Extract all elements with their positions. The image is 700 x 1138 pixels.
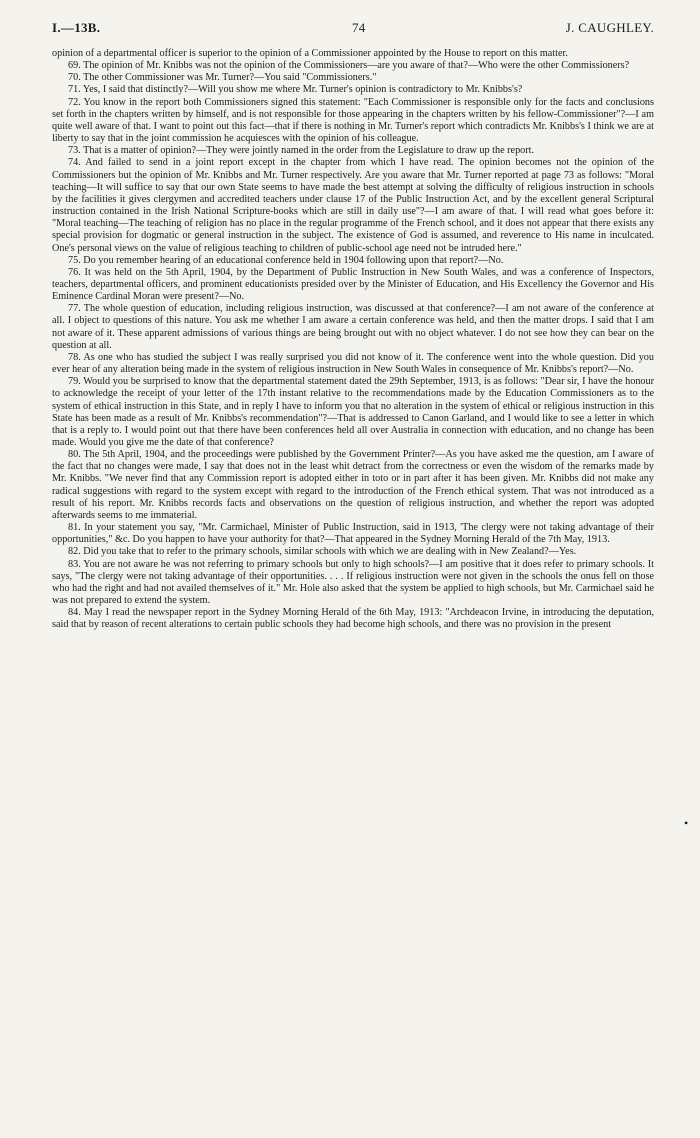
paragraph: 72. You know in the report both Commissioners signed this statement: "Each Commissioner is responsible only for the facts and conclusions set forth in the chapters written by himself, and is not responsible for those appearing in the chapters written by his fellow-Commissioner"?—I am quite well aware of that. I want to point out this fact—that if there is nothing in Mr. Turner's report which contradicts Mr. Knibbs's I think we are at liberty to say that in the joint commission he acquiesces with the opinion of his colleague. [52,96,654,145]
paragraph: 81. In your statement you say, "Mr. Carmichael, Minister of Public Instruction, said in 1913, 'The clergy were not taking advantage of their opportunities," &c. Do you happen to have your authority for that?—That appeared in the Sydney Morning Herald of the 7th May, 1913. [52,522,654,546]
paragraph: opinion of a departmental officer is superior to the opinion of a Commissioner appointed by the House to report on this matter. [52,48,568,59]
paragraph: 82. Did you take that to refer to the primary schools, similar schools with which we are dealing with in New Zealand?—Yes. [68,546,577,558]
header-page-number: 74 [352,20,366,35]
header-document-code: I.—13B. [52,20,101,35]
paragraph: 70. The other Commissioner was Mr. Turner?—You said "Commissioners." [68,72,377,84]
paragraph: 77. The whole question of education, including religious instruction, was discussed at that conference?—I am not aware of the conference at all. I object to questions of this nature. You ask me whether I am aware a certain conference was held, and then the matter drops. I said that I am not aware of it. These apparent admissions of various things are being brought out with no object whatever. I do not see how they can bear on the question at all. [52,303,654,351]
paragraph: 79. Would you be surprised to know that the departmental statement dated the 29th September, 1913, is as follows: "Dear sir, I have the honour to acknowledge the receipt of your letter of the 17th instant relative to the recommendations made by the Education Commissioners as to the system of ethical instruction in this State, and in reply I have to inform you that no alteration in the system of ethical or religious instruction in this State has been made as a result of Mr. Knibbs's recommendation"?—That is addressed to Canon Garland, and I would like to see a letter in which that is a reply to. I would point out that there have been conferences held all over Australia in connection with education, and no change has been made. Would you give me the date of that conference? [52,376,654,448]
paragraph: 80. The 5th April, 1904, and the proceedings were published by the Government Printer?—As you have asked me the question, am I aware of the fact that no changes were made, I say that does not in the least whit detract from the correctness or even the wisdom of the remarks made by Mr. Knibbs. "We never find that any Commission report is adopted either in toto or in part after it has been given. Mr. Knibbs did not make any radical suggestions with regard to the system except with regard to the introduction of the French ethical system. That was not introduced as a result of his report. Mr. Knibbs records facts and observations on the question of religious instruction, and whether the report was adopted afterwards seems to me immaterial. [52,449,654,521]
header-witness-name: J. CAUGHLEY. [565,20,654,35]
paragraph: 71. Yes, I said that distinctly?—Will you show me where Mr. Turner's opinion is contradictory to Mr. Knibbs's? [68,84,523,96]
paragraph: 74. And failed to send in a joint report except in the chapter from which I have read. The opinion becomes not the opinion of the Commissioners but the opinion of Mr. Knibbs and Mr. Turner respectively. Are you aware that Mr. Turner reported at page 73 as follows: "Moral teaching—It will suffice to say that our own State seems to have made the best attempt at solving the difficulty of religious instruction in schools by the facilities it gives clergymen and accredited teachers under clause 17 of the Public Instruction Act, and by the excellent general Scriptural instruction contained in the Irish National Scripture-books which are still in daily use"?—I am aware of that. I will read what goes before it: "Moral teaching—The teaching of religion has no place in the regular programme of the French school, and it does not appear that there exists any special provision for dogmatic or general instruction in the subject. The existence of God is assumed, and reverence to His name in inculcated. One's personal views on the value of religious teaching to children of public-school age need not be intruded here." [52,157,654,254]
paragraph: 76. It was held on the 5th April, 1904, by the Department of Public Instruction in New South Wales, and was a conference of Inspectors, teachers, departmental officers, and prominent educationists presided over by the Minister of Education, and His Excellency the Governor and His Eminence Cardinal Moran were present?—No. [52,266,654,303]
paragraph: 84. May I read the newspaper report in the Sydney Morning Herald of the 6th May, 1913: "Archdeacon Irvine, in introducing the deputation, said that by reason of recent alterations to certain public schools they had become high schools, and there was no provision in the present [52,607,654,631]
paragraph: 69. The opinion of Mr. Knibbs was not the opinion of the Commissioners—are you aware of that?—Who were the other Commissioners? [68,60,630,72]
margin-mark: • [684,816,689,830]
paragraph: 78. As one who has studied the subject I was really surprised you did not know of it. The conference went into the whole question. Did you ever hear of any alteration being made in the system of religious instruction in New South Wales in consequence of Mr. Knibbs's report?—No. [52,351,654,376]
paragraph: 83. You are not aware he was not referring to primary schools but only to high schools?—I am positive that it does refer to primary schools. It says, "The clergy were not taking advantage of their opportunities. . . . If religious instruction were not given in the schools the onus fell on those who had the right and had not availed themselves of it." Mr. Hole also asked that the system be applied to high schools, but Mr. Carmichael said he was not prepared to extend the system. [52,558,654,607]
paragraph: 73. That is a matter of opinion?—They were jointly named in the order from the Legislature to draw up the report. [68,145,535,157]
document-body [52,48,654,632]
page-header [52,0,654,42]
paragraph: 75. Do you remember hearing of an educational conference held in 1904 following upon that report?—No. [68,254,504,266]
